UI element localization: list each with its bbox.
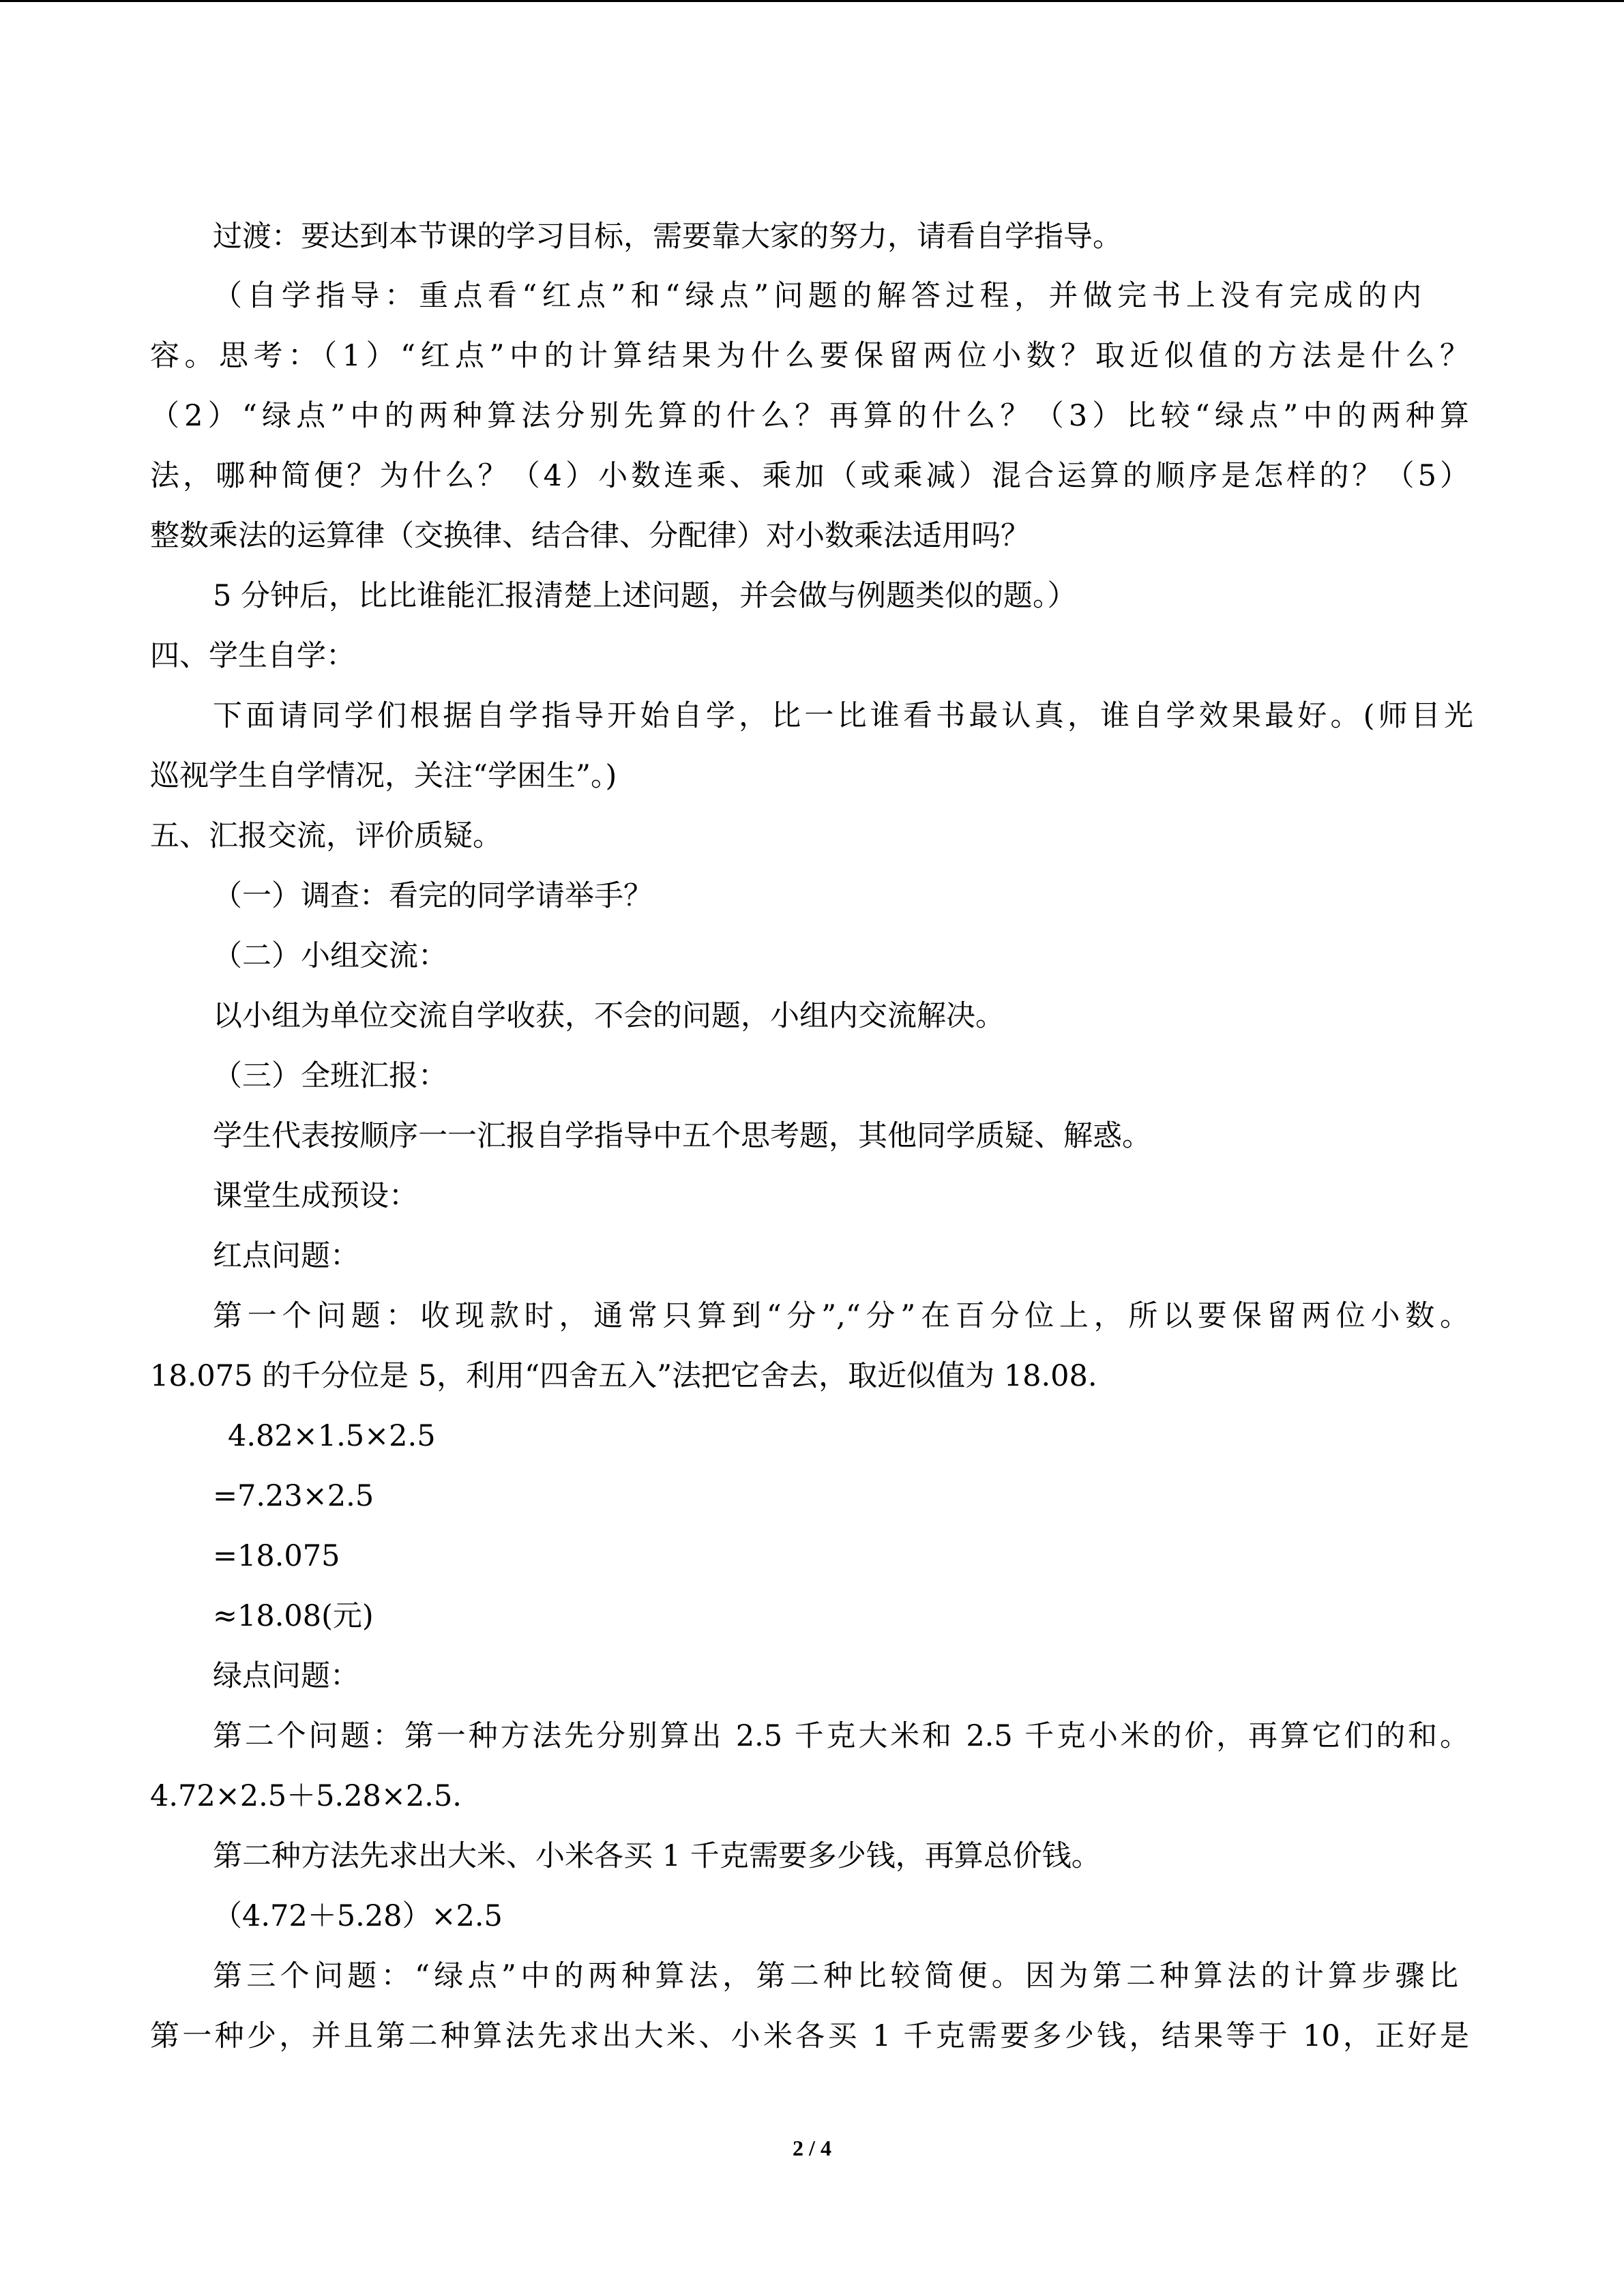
paragraph-five-minutes: 5 分钟后，比比谁能汇报清楚上述问题，并会做与例题类似的题。） [213, 579, 1077, 613]
paragraph-self-study-line-2: 巡视学生自学情况，关注“学困生”。) [150, 759, 617, 793]
subheading-survey: （一）调查：看完的同学请举手？ [213, 879, 653, 913]
paragraph-guide-line-1: （自学指导：重点看“红点”和“绿点”问题的解答过程，并做完书上没有完成的内 [213, 279, 1421, 313]
paragraph-guide-line-3: （2）“绿点”中的两种算法分别先算的什么？再算的什么？（3）比较“绿点”中的两种算 [150, 399, 1469, 433]
section-heading-self-study: 四、学生自学： [150, 639, 355, 673]
paragraph-guide-line-4: 法，哪种简便？为什么？（4）小数连乘、乘加（或乘减）混合运算的顺序是怎样的？（5） [150, 459, 1469, 493]
paragraph-question-2-expression: 4.72×2.5＋5.28×2.5. [150, 1779, 462, 1813]
paragraph-transition: 过渡：要达到本节课的学习目标，需要靠大家的努力，请看自学指导。 [213, 220, 1122, 254]
paragraph-class-report: 学生代表按顺序一一汇报自学指导中五个思考题，其他同学质疑、解惑。 [213, 1119, 1151, 1153]
paragraph-question-2-line-1: 第二个问题：第一种方法先分别算出 2.5 千克大米和 2.5 千克小米的价，再算它们的和。 [213, 1719, 1469, 1753]
paragraph-second-method-expression: （4.72＋5.28）×2.5 [213, 1899, 503, 1933]
paragraph-second-method: 第二种方法先求出大米、小米各买 1 千克需要多少钱，再算总价钱。 [213, 1839, 1101, 1873]
paragraph-guide-line-2: 容。思考：（1）“红点”中的计算结果为什么要保留两位小数？取近似值的方法是什么？ [150, 339, 1469, 373]
section-heading-report: 五、汇报交流，评价质疑。 [150, 819, 502, 853]
equation-line-4: ≈18.08(元) [213, 1599, 374, 1633]
equation-line-1: 4.82×1.5×2.5 [228, 1419, 436, 1453]
subheading-class-report: （三）全班汇报： [213, 1059, 447, 1093]
paragraph-guide-line-5: 整数乘法的运算律（交换律、结合律、分配律）对小数乘法适用吗？ [150, 519, 1030, 553]
paragraph-group-exchange: 以小组为单位交流自学收获，不会的问题，小组内交流解决。 [213, 999, 1005, 1033]
paragraph-question-1-line-2: 18.075 的千分位是 5，利用“四舍五入”法把它舍去，取近似值为 18.08. [150, 1359, 1097, 1393]
label-class-presets: 课堂生成预设： [213, 1179, 418, 1213]
equation-line-3: =18.075 [213, 1539, 340, 1573]
paragraph-question-1-line-1: 第一个问题：收现款时，通常只算到“分”,“分”在百分位上，所以要保留两位小数。 [213, 1299, 1469, 1333]
page-number: 2 / 4 [793, 2136, 831, 2160]
paragraph-self-study-line-1: 下面请同学们根据自学指导开始自学，比一比谁看书最认真，谁自学效果最好。(师目光 [213, 699, 1473, 733]
equation-line-2: =7.23×2.5 [213, 1479, 374, 1513]
paragraph-question-3-line-2: 第一种少，并且第二种算法先求出大米、小米各买 1 千克需要多少钱，结果等于 10，正好是 [150, 2019, 1469, 2053]
subheading-group-exchange: （二）小组交流： [213, 939, 447, 973]
label-red-dot-question: 红点问题： [213, 1239, 359, 1273]
label-green-dot-question: 绿点问题： [213, 1659, 359, 1693]
paragraph-question-3-line-1: 第三个问题：“绿点”中的两种算法，第二种比较简便。因为第二种算法的计算步骤比 [213, 1959, 1458, 1993]
